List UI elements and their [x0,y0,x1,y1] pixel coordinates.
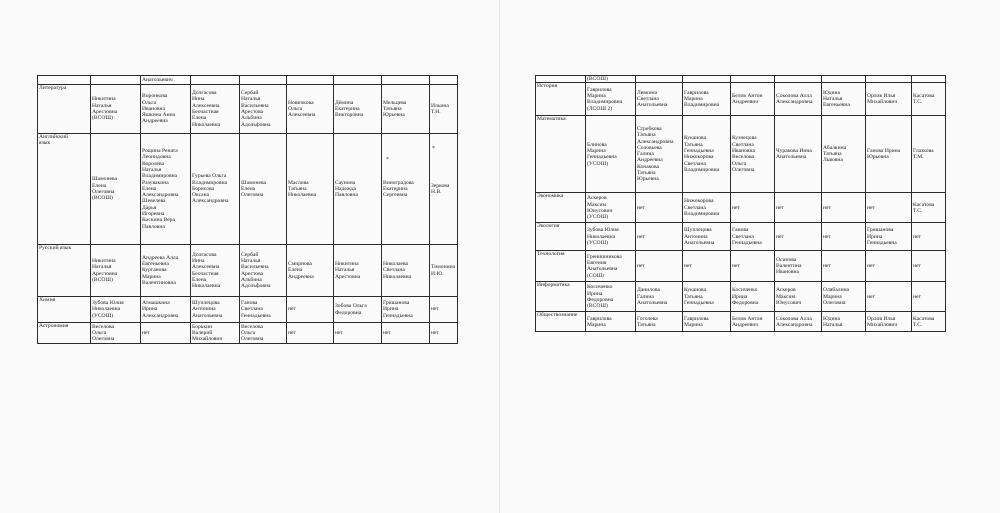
table-row [536,282,946,312]
teacher-cell: нет [636,223,683,251]
teacher-cell: Данилова Галина Анатольевна [636,282,683,312]
teacher-cell: Шуплецова Антонина Анатольевна [683,223,731,251]
subject-cell: Технология [536,251,586,282]
teacher-cell: Никитина Наталья Арестовна (ВСОШ) [91,85,141,134]
subject-cell: История [536,83,586,116]
teacher-cell: Веселова Ольга Олеговна [240,323,287,344]
teacher-cell: Ильина Т.Н. [430,85,458,134]
teacher-cell: Гришанова Ирина Геннадьевна [866,223,912,251]
teacher-cell: Шамонева Елена Олеговна (ВСОШ) [91,134,141,245]
teacher-cell [334,76,382,85]
subject-cell: Информатика [536,282,586,312]
teacher-cell: Зубова Юлия Николаевна (УСОШ) [586,223,636,251]
teacher-cell: Куканова Татьяна Геннадьевна Нижокорова Светлана Владимировна [683,116,731,193]
teacher-cell: нет [912,251,946,282]
teacher-cell: Сербай Наталья Васильевна Арестова Альбина Адольфовна [240,85,287,134]
teacher-cell: Касатова Т.С. [912,193,946,223]
teacher-cell: Гаврилова Марина [683,312,731,332]
teacher-cell: Косиченко Ирина Федоровна (ВСОШ) [586,282,636,312]
teacher-cell [866,76,912,83]
teacher-cell: нет [287,297,334,323]
subject-cell [536,76,586,83]
subject-cell: Русский язык [38,245,91,297]
table-row [38,245,458,297]
teacher-cell [731,76,775,83]
teacher-cell: нет [822,193,866,223]
teacher-cell: нет [822,251,866,282]
teacher-cell: Новичкова Ольга Алексеевна [287,85,334,134]
teacher-cell: Атмашкина Ирина Александровна [141,297,191,323]
teacher-cell [191,76,240,85]
teacher-cell: Ганова Светлана Геннадьевна [240,297,287,323]
teacher-cell: Гаврилова Марина Владимировна [683,83,731,116]
teacher-cell [430,76,458,85]
teacher-cell: нет [636,251,683,282]
teacher-cell: Аскеров Максим Юнусович (УСОШ) [586,193,636,223]
teacher-cell [683,76,731,83]
teacher-cell: Олябалина Марина Олеговна [822,282,866,312]
teacher-cell: нет [287,323,334,344]
table-row [38,134,458,245]
table-row [536,312,946,332]
table-row [38,76,458,85]
table-row [38,297,458,323]
teacher-cell: Долгасова Инна Алексеевна Беочастная Елена Николаевна [191,245,240,297]
teacher-cell [912,76,946,83]
teacher-cell: Блинова Марина Геннадьевна (УСОШ) [586,116,636,193]
teacher-cell: Ганова Ирина Юрьевна [866,116,912,193]
table-row [536,83,946,116]
teacher-cell: Орлов Илья Михайлович [866,312,912,332]
teacher-cell: Рощина Рената Леонидовна Королева Наталья Владимировна Разувакина Елена Александровна Шевелева Дарья Игоревна Коскина Вера Павловна [141,134,191,245]
teacher-cell: Куканова Татьяна Геннадьевна [683,282,731,312]
subject-cell: Экономика [536,193,586,223]
pen-mark: * [386,157,389,163]
table-row [536,223,946,251]
teacher-cell: Воронкова Ольга Ивановна Яшкина Анна Андреевна [141,85,191,134]
teacher-cell [287,76,334,85]
teacher-cell: нет [775,223,822,251]
teacher-cell: Ганова Светлана Геннадьевна [731,223,775,251]
teacher-cell: нет [775,193,822,223]
table-row [536,193,946,223]
teacher-cell: нет [430,323,458,344]
teacher-cell: Аскеров Максим Юнусович [775,282,822,312]
teacher-cell: Гаврилова Марина Владимировна (ЛСОШ 2) [586,83,636,116]
teacher-cell: нет [683,251,731,282]
teacher-cell: Касатова Т.С. [912,312,946,332]
teacher-cell: Дёмина Екатерина Викторовна [334,85,382,134]
teacher-cell: Веселова Ольга Олеговна [91,323,141,344]
right-page-table [535,75,946,332]
teacher-cell: Гришанова Ирина Геннадьевна [382,297,430,323]
teacher-cell: Юдина Наталья Евгеньевна [822,83,866,116]
teacher-cell [240,76,287,85]
teacher-cell: нет [866,282,912,312]
teacher-cell: Косиченко Ирина Федоровна [731,282,775,312]
teacher-cell: Гренишникова Евгения Анатольевна (СОШ) [586,251,636,282]
subject-cell: Экология [536,223,586,251]
teacher-cell: нет [731,251,775,282]
teacher-cell: нет [866,251,912,282]
teacher-cell: Шуплецова Антонина Анатольевна [191,297,240,323]
teacher-cell: Смирнова Елена Андреевна [287,245,334,297]
teacher-cell: Левкина Светлана Анатольевна [636,83,683,116]
table-row [536,251,946,282]
teacher-cell: Николаева Светлана Николаевна [382,245,430,297]
teacher-cell: Маслова Татьяна Николаевна [287,134,334,245]
teacher-cell: Соколова Алла Александровна [775,312,822,332]
pen-mark: * [432,146,435,152]
teacher-cell: Гурьева Ольга Владимировна Борисова Оксана Александровна [191,134,240,245]
teacher-cell: Зобова Ольга Федоровна [334,297,382,323]
teacher-cell: Андреева Алла Евгеньевна Курганова Марина Валентиновна [141,245,191,297]
teacher-cell: Анатольевич [141,76,191,85]
teacher-cell: Осипова Валентина Ивановна [775,251,822,282]
teacher-cell: нет [912,223,946,251]
subject-cell: Математика [536,116,586,193]
teacher-cell [636,76,683,83]
teacher-cell: нет [334,323,382,344]
teacher-cell: Юдина Наталья [822,312,866,332]
subject-cell: Химия [38,297,91,323]
teacher-cell: Гоголева Татьяна [636,312,683,332]
subject-cell: Английский язык [38,134,91,245]
teacher-cell: нет [636,193,683,223]
teacher-cell [382,76,430,85]
teacher-cell: Долгасова Инна Алексеевна Беочастная Елена Николаевна [191,85,240,134]
teacher-cell: нет [912,282,946,312]
teacher-cell: Сербай Наталья Васильевна Арестова Альбина Адольфовна [240,245,287,297]
teacher-cell: Никитина Наталья Арестовна [334,245,382,297]
teacher-cell: Зубова Юлия Николаевна (УСОШ) [91,297,141,323]
table-row [38,85,458,134]
subject-cell: Астрономия [38,323,91,344]
teacher-cell: Кузнецова Светлана Ивановна Веселова Ольга Олеговна [731,116,775,193]
teacher-cell: Соколова Алла Александровна [775,83,822,116]
teacher-cell: нет [731,193,775,223]
teacher-cell: Зеркова Н.В. [430,134,458,245]
teacher-cell: (ВСОШ) [586,76,636,83]
teacher-cell: нет [822,223,866,251]
teacher-cell: Нижокорова Светлана Владимировна [683,193,731,223]
teacher-cell: Тимонина И.Ю. [430,245,458,297]
left-page-table [37,75,458,344]
teacher-cell: Гаврилова Марина [586,312,636,332]
teacher-cell: Шамонева Елена Олеговна [240,134,287,245]
teacher-cell: Белов Антон Андреевич [731,83,775,116]
teacher-cell: нет [141,323,191,344]
teacher-cell: нет [382,323,430,344]
teacher-cell: Никитина Наталья Арестовна (ВСОШ) [91,245,141,297]
teacher-cell: Глазкова Т.М. [912,116,946,193]
teacher-cell: Борькин Валерий Михайлович [191,323,240,344]
teacher-cell: Белов Антон Андреевич [731,312,775,332]
teacher-cell: Касатова Т.С. [912,83,946,116]
teacher-cell: Саунина Надежда Павловна [334,134,382,245]
subject-cell: Обществознание [536,312,586,332]
teacher-cell: Мельцева Татьяна Юрьевна [382,85,430,134]
teacher-cell: нет [866,193,912,223]
teacher-cell [91,76,141,85]
page-fold [499,0,500,513]
teacher-cell: Абалкина Татьяна Львовна [822,116,866,193]
teacher-cell: нет [430,297,458,323]
teacher-cell: Орлов Илья Михайлович [866,83,912,116]
subject-cell: Литература [38,85,91,134]
teacher-cell: Стребкова Татьяна Александровна Соловьева Галина Андреевна Конакова Татьяна Юрьевна [636,116,683,193]
subject-cell [38,76,91,85]
table-row [536,76,946,83]
teacher-cell: Чуракова Инна Анатольевна [775,116,822,193]
teacher-cell [775,76,822,83]
table-row [536,116,946,193]
table-row [38,323,458,344]
teacher-cell [822,76,866,83]
teacher-cell: Виноградова Екатерина Сергеевна [382,134,430,245]
